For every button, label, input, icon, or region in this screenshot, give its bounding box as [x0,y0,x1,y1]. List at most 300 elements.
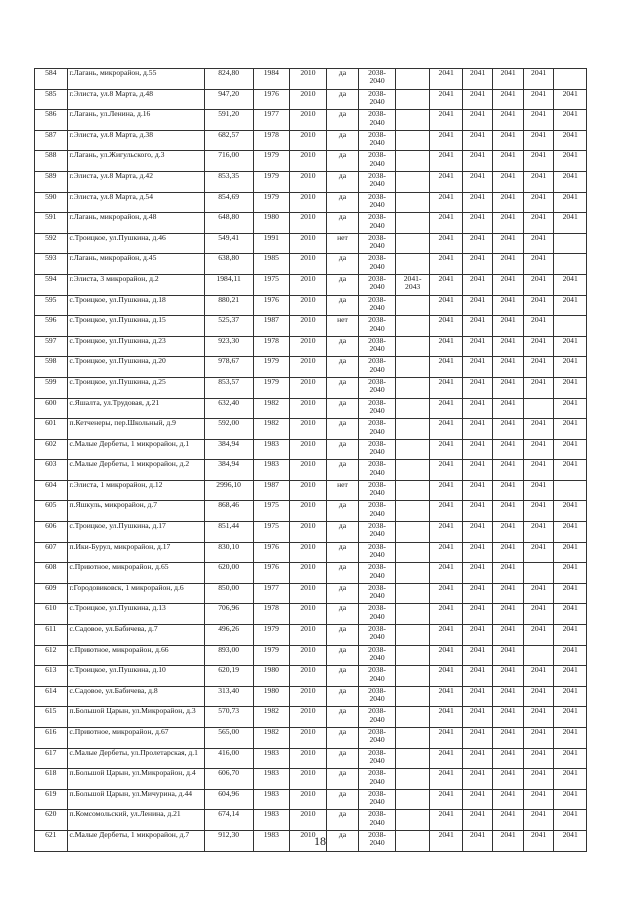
table-row [35,192,587,213]
year-1-cell: 2041 [430,69,463,90]
year-cell: 2010 [290,480,327,501]
year-cell: 2010 [290,810,327,831]
year-4-cell: 2041 [523,316,553,337]
table-row [35,254,587,275]
extra-period-cell [395,542,430,563]
area-cell: 416,00 [204,748,253,769]
address-cell: г.Элиста, 3 микрорайон, д.2 [67,274,204,295]
gas-flag-cell: да [326,583,359,604]
year-cell: 2010 [290,89,327,110]
table-row [35,69,587,90]
row-number: 599 [35,377,68,398]
gas-flag-cell: да [326,213,359,234]
gas-flag-cell: да [326,336,359,357]
housing-register-table [34,68,587,852]
area-cell: 384,94 [204,439,253,460]
area-cell: 912,30 [204,830,253,851]
address-cell: г.Элиста, ул.8 Марта, д.42 [67,171,204,192]
year-2-cell: 2041 [462,233,492,254]
work-period-cell: 2038-2040 [359,192,396,213]
year-4-cell: 2041 [523,336,553,357]
year-4-cell: 2041 [523,130,553,151]
year-1-cell: 2041 [430,501,463,522]
year-1-cell: 2041 [430,707,463,728]
gas-flag-cell: да [326,789,359,810]
year-cell: 2010 [290,686,327,707]
year-3-cell: 2041 [493,336,523,357]
address-cell: с.Садовое, ул.Бабичева, д.8 [67,686,204,707]
year-3-cell: 2041 [493,130,523,151]
year-5-cell: 2041 [554,563,587,584]
area-cell: 604,96 [204,789,253,810]
year-4-cell: 2041 [523,748,553,769]
table-row [35,480,587,501]
address-cell: г.Лагань, микрорайон, д.45 [67,254,204,275]
gas-flag-cell: да [326,274,359,295]
year-2-cell: 2041 [462,769,492,790]
work-period-cell: 2038-2040 [359,707,396,728]
year-4-cell: 2041 [523,789,553,810]
extra-period-cell [395,69,430,90]
built-year-cell: 1987 [253,480,290,501]
extra-period-cell [395,810,430,831]
year-4-cell: 2041 [523,707,553,728]
year-1-cell: 2041 [430,583,463,604]
gas-flag-cell: да [326,748,359,769]
table-row [35,398,587,419]
row-number: 586 [35,110,68,131]
area-cell: 978,67 [204,357,253,378]
address-cell: с.Приютное, микрорайон, д.67 [67,728,204,749]
year-cell: 2010 [290,748,327,769]
extra-period-cell [395,625,430,646]
year-3-cell: 2041 [493,789,523,810]
year-cell: 2010 [290,789,327,810]
year-3-cell: 2041 [493,583,523,604]
built-year-cell: 1977 [253,583,290,604]
year-1-cell: 2041 [430,686,463,707]
work-period-cell: 2038-2040 [359,336,396,357]
row-number: 585 [35,89,68,110]
work-period-cell: 2038-2040 [359,830,396,851]
row-number: 606 [35,522,68,543]
year-5-cell: 2041 [554,274,587,295]
year-4-cell: 2041 [523,583,553,604]
work-period-cell: 2038-2040 [359,69,396,90]
area-cell: 853,57 [204,377,253,398]
built-year-cell: 1983 [253,439,290,460]
extra-period-cell [395,295,430,316]
year-1-cell: 2041 [430,377,463,398]
address-cell: с.Троицкое, ул.Пушкина, д.13 [67,604,204,625]
extra-period-cell [395,213,430,234]
work-period-cell: 2038-2040 [359,171,396,192]
area-cell: 591,20 [204,110,253,131]
extra-period-cell [395,130,430,151]
year-5-cell: 2041 [554,501,587,522]
year-3-cell: 2041 [493,480,523,501]
year-3-cell: 2041 [493,171,523,192]
year-1-cell: 2041 [430,316,463,337]
year-4-cell [523,645,553,666]
row-number: 590 [35,192,68,213]
gas-flag-cell: да [326,501,359,522]
year-5-cell: 2041 [554,89,587,110]
year-5-cell: 2041 [554,377,587,398]
row-number: 587 [35,130,68,151]
year-1-cell: 2041 [430,645,463,666]
table-row [35,357,587,378]
year-3-cell: 2041 [493,151,523,172]
area-cell: 830,10 [204,542,253,563]
gas-flag-cell: нет [326,316,359,337]
year-cell: 2010 [290,336,327,357]
year-3-cell: 2041 [493,419,523,440]
year-cell: 2010 [290,171,327,192]
year-2-cell: 2041 [462,830,492,851]
built-year-cell: 1982 [253,419,290,440]
year-5-cell: 2041 [554,583,587,604]
year-5-cell: 2041 [554,686,587,707]
address-cell: с.Садовое, ул.Бабичева, д.7 [67,625,204,646]
year-4-cell: 2041 [523,522,553,543]
year-1-cell: 2041 [430,830,463,851]
year-4-cell: 2041 [523,480,553,501]
page-number: 18 [314,834,326,848]
table-row [35,151,587,172]
year-2-cell: 2041 [462,583,492,604]
row-number: 608 [35,563,68,584]
extra-period-cell [395,480,430,501]
gas-flag-cell: да [326,254,359,275]
year-2-cell: 2041 [462,110,492,131]
extra-period-cell [395,769,430,790]
extra-period-cell [395,501,430,522]
area-cell: 620,00 [204,563,253,584]
built-year-cell: 1980 [253,213,290,234]
year-2-cell: 2041 [462,789,492,810]
address-cell: с.Троицкое, ул.Пушкина, д.10 [67,666,204,687]
built-year-cell: 1983 [253,769,290,790]
year-4-cell: 2041 [523,769,553,790]
year-2-cell: 2041 [462,171,492,192]
extra-period-cell [395,728,430,749]
table-row [35,666,587,687]
address-cell: п.Комсомольский, ул.Ленина, д.21 [67,810,204,831]
work-period-cell: 2038-2040 [359,810,396,831]
year-4-cell: 2041 [523,89,553,110]
year-2-cell: 2041 [462,810,492,831]
year-4-cell: 2041 [523,419,553,440]
row-number: 616 [35,728,68,749]
extra-period-cell [395,522,430,543]
extra-period-cell [395,377,430,398]
row-number: 593 [35,254,68,275]
year-3-cell: 2041 [493,604,523,625]
year-5-cell: 2041 [554,398,587,419]
year-cell: 2010 [290,542,327,563]
area-cell: 549,41 [204,233,253,254]
area-cell: 648,80 [204,213,253,234]
year-cell: 2010 [290,130,327,151]
year-5-cell [554,316,587,337]
row-number: 610 [35,604,68,625]
year-2-cell: 2041 [462,419,492,440]
gas-flag-cell: да [326,192,359,213]
work-period-cell: 2038-2040 [359,645,396,666]
year-cell: 2010 [290,192,327,213]
year-4-cell: 2041 [523,460,553,481]
built-year-cell: 1983 [253,789,290,810]
year-cell: 2010 [290,563,327,584]
year-5-cell: 2041 [554,419,587,440]
year-1-cell: 2041 [430,419,463,440]
year-3-cell: 2041 [493,707,523,728]
year-4-cell: 2041 [523,439,553,460]
extra-period-cell [395,707,430,728]
address-cell: п.Яшкуль, микрорайон, д.7 [67,501,204,522]
row-number: 584 [35,69,68,90]
work-period-cell: 2038-2040 [359,295,396,316]
year-1-cell: 2041 [430,336,463,357]
row-number: 613 [35,666,68,687]
extra-period-cell [395,89,430,110]
year-3-cell: 2041 [493,295,523,316]
year-cell: 2010 [290,377,327,398]
table-row [35,625,587,646]
gas-flag-cell: да [326,604,359,625]
year-2-cell: 2041 [462,728,492,749]
work-period-cell: 2038-2040 [359,480,396,501]
year-2-cell: 2041 [462,336,492,357]
gas-flag-cell: да [326,377,359,398]
gas-flag-cell: да [326,810,359,831]
year-5-cell: 2041 [554,810,587,831]
row-number: 604 [35,480,68,501]
address-cell: п.Кетченеры, пер.Школьный, д.9 [67,419,204,440]
year-1-cell: 2041 [430,542,463,563]
year-3-cell: 2041 [493,830,523,851]
area-cell: 682,57 [204,130,253,151]
year-2-cell: 2041 [462,89,492,110]
area-cell: 674,14 [204,810,253,831]
address-cell: с.Малые Дербеты, 1 микрорайон, д.7 [67,830,204,851]
built-year-cell: 1979 [253,625,290,646]
area-cell: 565,00 [204,728,253,749]
year-4-cell: 2041 [523,357,553,378]
built-year-cell: 1979 [253,192,290,213]
address-cell: с.Малые Дербеты, ул.Пролетарская, д.1 [67,748,204,769]
work-period-cell: 2038-2040 [359,728,396,749]
year-cell: 2010 [290,213,327,234]
year-4-cell: 2041 [523,151,553,172]
built-year-cell: 1976 [253,563,290,584]
year-2-cell: 2041 [462,377,492,398]
year-1-cell: 2041 [430,522,463,543]
extra-period-cell [395,254,430,275]
gas-flag-cell: да [326,686,359,707]
work-period-cell: 2038-2040 [359,233,396,254]
work-period-cell: 2038-2040 [359,522,396,543]
year-3-cell: 2041 [493,460,523,481]
year-1-cell: 2041 [430,295,463,316]
area-cell: 525,37 [204,316,253,337]
built-year-cell: 1983 [253,748,290,769]
built-year-cell: 1980 [253,686,290,707]
year-3-cell: 2041 [493,377,523,398]
year-3-cell: 2041 [493,522,523,543]
gas-flag-cell: да [326,130,359,151]
gas-flag-cell: да [326,707,359,728]
year-cell: 2010 [290,274,327,295]
row-number: 620 [35,810,68,831]
year-1-cell: 2041 [430,769,463,790]
year-cell: 2010 [290,707,327,728]
built-year-cell: 1975 [253,274,290,295]
row-number: 612 [35,645,68,666]
area-cell: 384,94 [204,460,253,481]
year-2-cell: 2041 [462,501,492,522]
year-2-cell: 2041 [462,295,492,316]
table-row [35,110,587,131]
year-4-cell: 2041 [523,69,553,90]
area-cell: 592,00 [204,419,253,440]
extra-period-cell [395,336,430,357]
table-row [35,789,587,810]
gas-flag-cell: да [326,522,359,543]
gas-flag-cell: да [326,419,359,440]
built-year-cell: 1982 [253,398,290,419]
built-year-cell: 1979 [253,171,290,192]
year-1-cell: 2041 [430,460,463,481]
address-cell: г.Элиста, ул.8 Марта, д.38 [67,130,204,151]
year-3-cell: 2041 [493,501,523,522]
row-number: 609 [35,583,68,604]
year-2-cell: 2041 [462,748,492,769]
address-cell: с.Троицкое, ул.Пушкина, д.46 [67,233,204,254]
address-cell: с.Яшалта, ул.Трудовая, д.21 [67,398,204,419]
work-period-cell: 2038-2040 [359,419,396,440]
built-year-cell: 1979 [253,357,290,378]
work-period-cell: 2038-2040 [359,316,396,337]
year-5-cell: 2041 [554,645,587,666]
year-4-cell: 2041 [523,233,553,254]
year-5-cell: 2041 [554,748,587,769]
gas-flag-cell: да [326,357,359,378]
address-cell: с.Приютное, микрорайон, д.66 [67,645,204,666]
year-3-cell: 2041 [493,213,523,234]
built-year-cell: 1984 [253,69,290,90]
row-number: 598 [35,357,68,378]
year-cell: 2010 [290,460,327,481]
year-1-cell: 2041 [430,625,463,646]
extra-period-cell [395,233,430,254]
work-period-cell: 2038-2040 [359,748,396,769]
year-2-cell: 2041 [462,522,492,543]
area-cell: 851,44 [204,522,253,543]
year-cell: 2010 [290,110,327,131]
year-4-cell: 2041 [523,686,553,707]
year-1-cell: 2041 [430,480,463,501]
year-3-cell: 2041 [493,274,523,295]
year-2-cell: 2041 [462,563,492,584]
built-year-cell: 1978 [253,604,290,625]
row-number: 588 [35,151,68,172]
year-5-cell: 2041 [554,789,587,810]
work-period-cell: 2038-2040 [359,254,396,275]
year-3-cell: 2041 [493,316,523,337]
year-3-cell: 2041 [493,728,523,749]
table-row [35,377,587,398]
year-2-cell: 2041 [462,604,492,625]
year-5-cell [554,69,587,90]
built-year-cell: 1976 [253,542,290,563]
address-cell: г.Элиста, 1 микрорайон, д.12 [67,480,204,501]
address-cell: г.Лагань, ул.Жигульского, д.3 [67,151,204,172]
built-year-cell: 1978 [253,336,290,357]
work-period-cell: 2038-2040 [359,110,396,131]
year-2-cell: 2041 [462,686,492,707]
gas-flag-cell: да [326,769,359,790]
work-period-cell: 2038-2040 [359,130,396,151]
work-period-cell: 2038-2040 [359,151,396,172]
year-cell: 2010 [290,254,327,275]
extra-period-cell [395,398,430,419]
year-1-cell: 2041 [430,254,463,275]
year-1-cell: 2041 [430,110,463,131]
row-number: 595 [35,295,68,316]
table-row [35,460,587,481]
extra-period-cell [395,645,430,666]
year-1-cell: 2041 [430,213,463,234]
year-5-cell [554,233,587,254]
year-4-cell: 2041 [523,295,553,316]
address-cell: с.Троицкое, ул.Пушкина, д.25 [67,377,204,398]
year-cell: 2010 [290,522,327,543]
built-year-cell: 1976 [253,295,290,316]
year-2-cell: 2041 [462,666,492,687]
year-2-cell: 2041 [462,213,492,234]
table-row [35,274,587,295]
row-number: 607 [35,542,68,563]
row-number: 591 [35,213,68,234]
table-row [35,336,587,357]
year-1-cell: 2041 [430,728,463,749]
year-4-cell: 2041 [523,728,553,749]
year-1-cell: 2041 [430,192,463,213]
built-year-cell: 1978 [253,130,290,151]
row-number: 611 [35,625,68,646]
area-cell: 868,46 [204,501,253,522]
area-cell: 706,96 [204,604,253,625]
year-3-cell: 2041 [493,542,523,563]
table-row [35,316,587,337]
row-number: 603 [35,460,68,481]
work-period-cell: 2038-2040 [359,398,396,419]
year-4-cell: 2041 [523,110,553,131]
table-row [35,686,587,707]
year-3-cell: 2041 [493,398,523,419]
year-3-cell: 2041 [493,686,523,707]
year-cell: 2010 [290,830,327,851]
built-year-cell: 1982 [253,707,290,728]
extra-period-cell [395,583,430,604]
gas-flag-cell: да [326,69,359,90]
year-1-cell: 2041 [430,563,463,584]
year-5-cell: 2041 [554,728,587,749]
extra-period-cell [395,748,430,769]
year-cell: 2010 [290,419,327,440]
